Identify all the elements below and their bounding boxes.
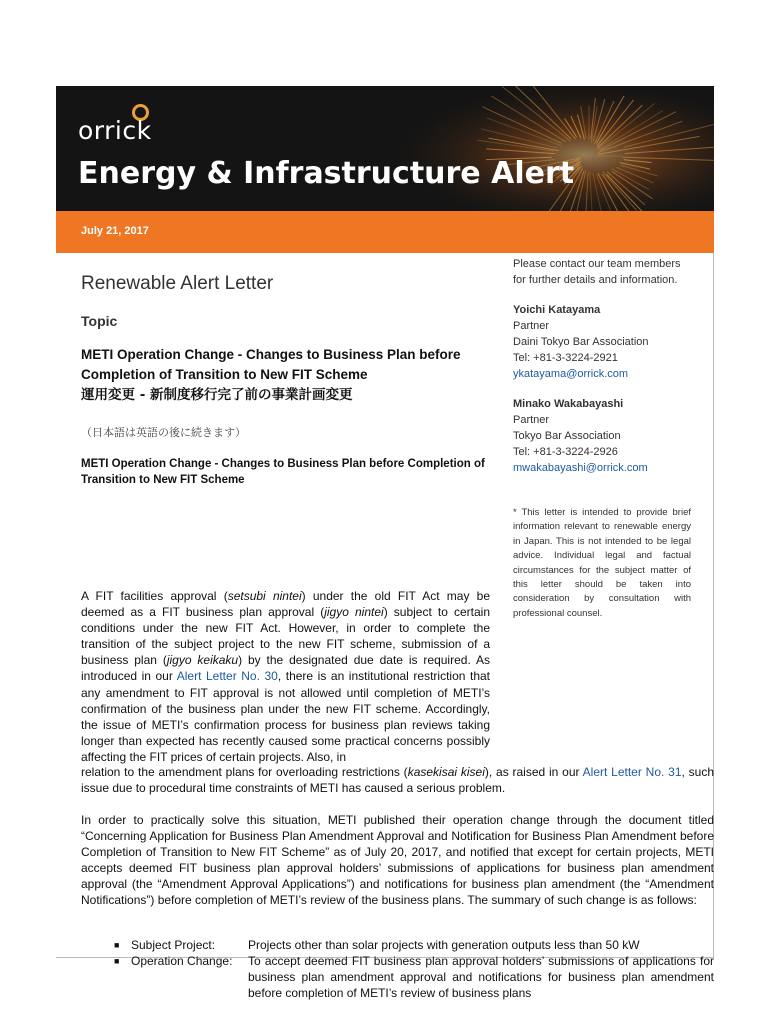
alert-title: Renewable Alert Letter — [81, 273, 274, 294]
headline — [81, 345, 491, 405]
list-item-label: Operation Change: — [131, 954, 233, 969]
contact-title: Partner — [513, 414, 550, 426]
list-item-value: To accept deemed FIT business plan approval holders’ submissions of applications for business plan amendment approval and notifications for business plan amendment before completion of METI’s review of business plans — [248, 954, 714, 1001]
header-banner — [56, 86, 714, 211]
contact-email-link[interactable]: ykatayama@orrick.com — [513, 368, 629, 380]
contact-org: Daini Tokyo Bar Association — [513, 336, 649, 348]
contact-title: Partner — [513, 320, 550, 332]
paragraph-1-continued: relation to the amendment plans for overloading restrictions (kasekisai kisei), as raised in our Alert Letter No. 31, such issue due to procedural time constraints of METI has caused a serious problem. — [81, 765, 714, 796]
sparks-image — [374, 86, 714, 211]
headline-english: METI Operation Change - Changes to Business Plan before Completion of Transition to New FIT Scheme — [81, 347, 461, 382]
list-item-value: Projects other than solar projects with generation outputs less than 50 kW — [248, 938, 640, 952]
contact-email-link[interactable]: mwakabayashi@orrick.com — [513, 462, 648, 474]
topic-label: Topic — [81, 313, 118, 329]
headline-japanese: 運用変更 - 新制度移行完了前の事業計画変更 — [81, 387, 353, 403]
contact-sidebar — [513, 256, 691, 476]
list-item — [81, 953, 714, 1001]
contact-tel: Tel: +81-3-3224-2926 — [513, 446, 618, 458]
publication-date: July 21, 2017 — [81, 225, 149, 237]
contact-tel: Tel: +81-3-3224-2921 — [513, 352, 618, 364]
date-band — [56, 211, 714, 253]
section-subheading: METI Operation Change - Changes to Business Plan before Completion of Transition to New FIT Scheme — [81, 458, 485, 486]
contact-card — [513, 302, 691, 382]
alert-letter-31-link[interactable]: Alert Letter No. 31 — [582, 765, 682, 779]
list-item-label: Subject Project: — [131, 938, 216, 952]
list-item — [81, 937, 714, 953]
alert-letter-30-link[interactable]: Alert Letter No. 30 — [176, 669, 278, 684]
bullet-square-icon: ■ — [114, 956, 120, 967]
paragraph-1: A FIT facilities approval (setsubi nintei) under the old FIT Act may be deemed as a FIT business plan approval (jigyo nintei) subject to certain conditions under the new FIT Act. However, in order to complete the transition of the subject project to the new FIT scheme, submission of a business plan (jigyo keikaku) by the designated due date is required. As introduced in our Alert Letter No. 30, there is an institutional restriction that any amendment to FIT approval is not allowed until completion of METI’s confirmation of the business plan under the new FIT scheme. Accordingly, the issue of METI’s confirmation process for business plan reviews taking longer than expected has recently caused some practical concerns possibly affecting the FIT prices of certain projects. Also, in — [81, 589, 491, 764]
document-page — [56, 86, 714, 1001]
disclaimer: * This letter is intended to provide brief information relevant to renewable energy in Japan. This is not intended to be legal advice. Individual legal and factual circumstances for the subject matter of this letter should be taken into consideration by consultation with professional counsel. — [513, 507, 691, 619]
contact-name: Minako Wakabayashi — [513, 398, 624, 410]
contact-intro: Please contact our team members for further details and information. — [513, 258, 681, 286]
contact-name: Yoichi Katayama — [513, 304, 601, 316]
contact-card — [513, 396, 691, 476]
logo-text: orrick — [78, 116, 152, 145]
bullet-square-icon: ■ — [114, 940, 120, 950]
banner-title: Energy & Infrastructure Alert — [78, 156, 575, 191]
summary-list — [81, 937, 714, 1001]
contact-org: Tokyo Bar Association — [513, 430, 621, 442]
japanese-note: （日本語は英語の後に続きます） — [81, 426, 246, 439]
paragraph-2: In order to practically solve this situation, METI published their operation change through the document titled “Concerning Application for Business Plan Amendment Approval and Notification for Business Plan Amendment before Completion of Transition to New FIT Scheme” as of July 20, 2017, and notified that except for certain projects, METI accepts deemed FIT business plan approval holders’ submissions of applications for business plan amendment approval (the “Amendment Approval Applications”) and notifications for business plan amendment (the “Amendment Notifications”) before completion of METI’s review of the business plans. The summary of such change is as follows: — [81, 813, 714, 908]
